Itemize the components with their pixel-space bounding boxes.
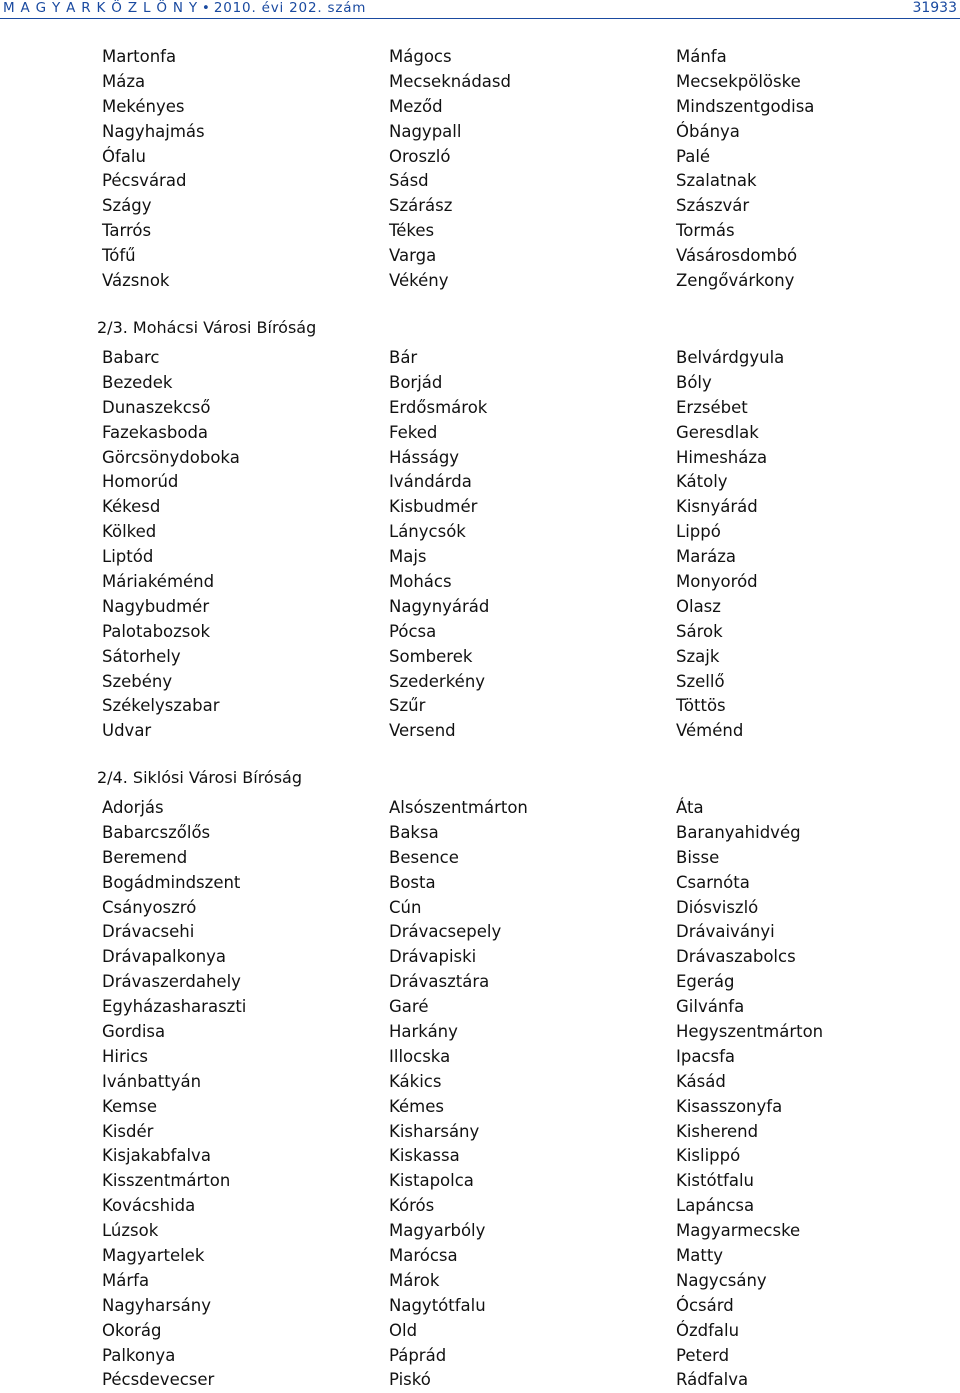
list-row <box>0 945 960 970</box>
list-row <box>0 920 960 945</box>
settlement-name: Kislippó <box>676 1146 741 1166</box>
settlement-name: Drávacsehi <box>102 922 195 942</box>
list-row <box>0 595 960 620</box>
settlement-name: Babarcszőlős <box>102 822 211 842</box>
list-row <box>0 1095 960 1120</box>
settlement-name: Fazekasboda <box>102 422 209 442</box>
header-divider <box>0 18 960 19</box>
settlement-name: Kisherend <box>676 1121 759 1141</box>
list-row <box>0 1144 960 1169</box>
settlement-name: Mecsekpölöske <box>676 71 801 91</box>
settlement-name: Kákics <box>389 1071 442 1091</box>
settlement-name: Nagybudmér <box>102 596 210 616</box>
settlement-name: Bogádmindszent <box>102 872 241 892</box>
settlement-name: Piskó <box>389 1370 431 1390</box>
settlement-name: Tormás <box>676 221 735 241</box>
settlement-name: Kisjakabfalva <box>102 1146 211 1166</box>
page-header <box>0 0 960 18</box>
settlement-name: Udvar <box>102 721 152 741</box>
settlement-name: Majs <box>389 547 427 567</box>
settlement-name: Kisbudmér <box>389 497 478 517</box>
settlement-name: Ipacsfa <box>676 1046 736 1066</box>
settlement-name: Kékesd <box>102 497 161 517</box>
settlement-name: Dunaszekcső <box>102 397 211 417</box>
settlement-name: Nagyharsány <box>102 1295 211 1315</box>
settlement-list <box>0 796 960 1393</box>
settlement-name: Kiskassa <box>389 1146 460 1166</box>
settlement-name: Mohács <box>389 572 452 592</box>
settlement-name: Palkonya <box>102 1345 176 1365</box>
settlement-name: Lippó <box>676 522 721 542</box>
settlement-name: Lapáncsa <box>676 1196 755 1216</box>
settlement-name: Ócsárd <box>676 1295 734 1315</box>
list-row <box>0 1319 960 1344</box>
settlement-name: Monyoród <box>676 572 758 592</box>
settlement-name: Szebény <box>102 671 173 691</box>
settlement-name: Bezedek <box>102 372 173 392</box>
list-row <box>0 570 960 595</box>
settlement-name: Vásárosdombó <box>676 246 798 266</box>
settlement-name: Máza <box>102 71 146 91</box>
list-row <box>0 95 960 120</box>
list-row <box>0 970 960 995</box>
settlement-name: Egerág <box>676 972 735 992</box>
settlement-name: Sátorhely <box>102 646 181 666</box>
settlement-name: Márfa <box>102 1270 150 1290</box>
settlement-name: Pócsa <box>389 621 437 641</box>
settlement-name: Szászvár <box>676 196 750 216</box>
list-row <box>0 1194 960 1219</box>
settlement-name: Illocska <box>389 1046 451 1066</box>
settlement-name: Garé <box>389 997 429 1017</box>
settlement-name: Kásád <box>676 1071 726 1091</box>
settlement-name: Lúzsok <box>102 1221 159 1241</box>
list-row <box>0 120 960 145</box>
list-row <box>0 1244 960 1269</box>
settlement-name: Szalatnak <box>676 171 757 191</box>
list-row <box>0 545 960 570</box>
settlement-name: Székelyszabar <box>102 696 220 716</box>
section-title: 2/4. Siklósi Városi Bíróság <box>97 768 303 787</box>
settlement-name: Pécsdevecser <box>102 1370 215 1390</box>
settlement-name: Bóly <box>676 372 712 392</box>
settlement-name: Magyarmecske <box>676 1221 801 1241</box>
list-row <box>0 694 960 719</box>
settlement-name: Bisse <box>676 847 720 867</box>
list-row <box>0 1294 960 1319</box>
settlement-name: Harkány <box>389 1022 458 1042</box>
list-row <box>0 670 960 695</box>
settlement-name: Csányoszró <box>102 897 197 917</box>
settlement-name: Alsószentmárton <box>389 798 528 817</box>
settlement-name: Olasz <box>676 596 721 616</box>
settlement-name: Kórós <box>389 1196 435 1216</box>
settlement-name: Vázsnok <box>102 271 170 291</box>
settlement-name: Baranyahidvég <box>676 822 801 842</box>
settlement-name: Gordisa <box>102 1022 166 1042</box>
list-row <box>0 346 960 371</box>
settlement-name: Drávaszabolcs <box>676 947 796 967</box>
list-row <box>0 194 960 219</box>
list-row <box>0 1020 960 1045</box>
settlement-name: Liptód <box>102 547 154 567</box>
settlement-name: Drávasztára <box>389 972 490 992</box>
settlement-name: Besence <box>389 847 459 867</box>
settlement-name: Hegyszentmárton <box>676 1022 824 1042</box>
list-row <box>0 1269 960 1294</box>
settlement-name: Szágy <box>102 196 152 216</box>
list-row <box>0 645 960 670</box>
list-row <box>0 520 960 545</box>
settlement-name: Erdősmárok <box>389 397 488 417</box>
list-row <box>0 446 960 471</box>
issue-label: 2010. évi 202. szám <box>213 0 367 16</box>
settlement-name: Zengővárkony <box>676 271 795 291</box>
settlement-name: Himesháza <box>676 447 768 467</box>
list-row <box>0 846 960 871</box>
settlement-name: Véménd <box>676 721 744 741</box>
settlement-name: Vékény <box>389 271 449 291</box>
settlement-name: Lánycsók <box>389 522 466 542</box>
list-row <box>0 45 960 70</box>
settlement-name: Kistótfalu <box>676 1171 754 1191</box>
settlement-name: Bár <box>389 348 418 367</box>
settlement-name: Nagytótfalu <box>389 1295 486 1315</box>
publication-title <box>3 0 366 16</box>
list-row <box>0 470 960 495</box>
list-row <box>0 995 960 1020</box>
list-row <box>0 269 960 294</box>
settlement-name: Mecseknádasd <box>389 71 511 91</box>
settlement-name: Nagynyárád <box>389 596 490 616</box>
settlement-name: Sásd <box>389 171 429 191</box>
settlement-name: Hásságy <box>389 447 460 467</box>
list-row <box>0 70 960 95</box>
settlement-name: Rádfalva <box>676 1370 749 1390</box>
settlement-name: Okorág <box>102 1320 162 1340</box>
settlement-list <box>0 45 960 294</box>
list-row <box>0 169 960 194</box>
settlement-name: Somberek <box>389 646 473 666</box>
settlement-name: Ófalu <box>102 146 146 166</box>
settlement-name: Mekényes <box>102 96 185 116</box>
settlement-name: Tarrós <box>102 221 152 241</box>
settlement-name: Oroszló <box>389 146 451 166</box>
settlement-name: Kistapolca <box>389 1171 474 1191</box>
settlement-name: Feked <box>389 422 438 442</box>
list-row <box>0 1070 960 1095</box>
list-row <box>0 371 960 396</box>
settlement-name: Belvárdgyula <box>676 348 785 367</box>
settlement-name: Görcsönydoboka <box>102 447 240 467</box>
list-row <box>0 1169 960 1194</box>
settlement-name: Kölked <box>102 522 157 542</box>
settlement-name: Áta <box>676 798 704 817</box>
settlement-name: Kisharsány <box>389 1121 480 1141</box>
settlement-name: Drávaiványi <box>676 922 775 942</box>
settlement-name: Szederkény <box>389 671 486 691</box>
settlement-name: Bosta <box>389 872 436 892</box>
settlement-name: Sárok <box>676 621 723 641</box>
list-row <box>0 244 960 269</box>
settlement-name: Kovácshida <box>102 1196 196 1216</box>
settlement-name: Kémes <box>389 1096 444 1116</box>
settlement-name: Babarc <box>102 348 160 367</box>
settlement-name: Ivándárda <box>389 472 472 492</box>
settlement-name: Egyházasharaszti <box>102 997 247 1017</box>
page-number: 31933 <box>912 0 957 16</box>
settlement-name: Old <box>389 1320 418 1340</box>
list-row <box>0 1045 960 1070</box>
settlement-name: Cún <box>389 897 422 917</box>
settlement-name: Varga <box>389 246 437 266</box>
list-row <box>0 1120 960 1145</box>
settlement-name: Homorúd <box>102 472 179 492</box>
settlement-name: Tékes <box>389 221 435 241</box>
settlement-name: Geresdlak <box>676 422 759 442</box>
list-row <box>0 719 960 744</box>
settlement-name: Marócsa <box>389 1246 458 1266</box>
settlement-name: Martonfa <box>102 47 177 66</box>
settlement-name: Adorjás <box>102 798 164 817</box>
settlement-name: Palé <box>676 146 711 166</box>
settlement-name: Versend <box>389 721 456 741</box>
settlement-name: Óbánya <box>676 121 740 141</box>
settlement-name: Matty <box>676 1246 724 1266</box>
settlement-name: Szellő <box>676 671 725 691</box>
settlement-name: Kisasszonyfa <box>676 1096 783 1116</box>
settlement-name: Erzsébet <box>676 397 748 417</box>
settlement-name: Borjád <box>389 372 443 392</box>
section-title: 2/3. Mohácsi Városi Bíróság <box>97 318 317 337</box>
settlement-name: Mindszentgodisa <box>676 96 815 116</box>
settlement-name: Ivánbattyán <box>102 1071 202 1091</box>
settlement-name: Kátoly <box>676 472 728 492</box>
settlement-name: Mágocs <box>389 47 452 66</box>
settlement-name: Nagyhajmás <box>102 121 205 141</box>
settlement-name: Gilvánfa <box>676 997 745 1017</box>
settlement-name: Szajk <box>676 646 720 666</box>
settlement-name: Kemse <box>102 1096 157 1116</box>
settlement-name: Drávaszerdahely <box>102 972 241 992</box>
settlement-name: Nagycsány <box>676 1270 767 1290</box>
settlement-name: Hirics <box>102 1046 149 1066</box>
list-row <box>0 796 960 821</box>
settlement-name: Kisszentmárton <box>102 1171 231 1191</box>
settlement-name: Csarnóta <box>676 872 750 892</box>
publication-name: M A G Y A R K Ö Z L Ö N Y <box>3 0 198 16</box>
list-row <box>0 1344 960 1369</box>
settlement-name: Peterd <box>676 1345 730 1365</box>
list-row <box>0 421 960 446</box>
settlement-name: Beremend <box>102 847 188 867</box>
settlement-name: Drávapalkonya <box>102 947 227 967</box>
settlement-name: Diósviszló <box>676 897 759 917</box>
settlement-name: Pécsvárad <box>102 171 187 191</box>
list-row <box>0 1368 960 1393</box>
list-row <box>0 145 960 170</box>
settlement-name: Palotabozsok <box>102 621 211 641</box>
settlement-name: Töttös <box>676 696 726 716</box>
settlement-name: Kisdér <box>102 1121 154 1141</box>
settlement-name: Drávapiski <box>389 947 477 967</box>
settlement-name: Márok <box>389 1270 440 1290</box>
settlement-name: Baksa <box>389 822 439 842</box>
settlement-list <box>0 346 960 744</box>
list-row <box>0 821 960 846</box>
settlement-name: Szárász <box>389 196 453 216</box>
settlement-name: Szűr <box>389 696 426 716</box>
settlement-name: Drávacsepely <box>389 922 502 942</box>
settlement-name: Nagypall <box>389 121 462 141</box>
list-row <box>0 871 960 896</box>
list-row <box>0 620 960 645</box>
settlement-name: Máriakéménd <box>102 572 215 592</box>
settlement-name: Magyarbóly <box>389 1221 486 1241</box>
settlement-name: Tófű <box>102 246 136 266</box>
settlement-name: Kisnyárád <box>676 497 758 517</box>
list-row <box>0 396 960 421</box>
settlement-name: Meződ <box>389 96 443 116</box>
list-row <box>0 1219 960 1244</box>
settlement-name: Mánfa <box>676 47 727 66</box>
settlement-name: Ózdfalu <box>676 1320 740 1340</box>
list-row <box>0 219 960 244</box>
list-row <box>0 495 960 520</box>
settlement-name: Maráza <box>676 547 737 567</box>
settlement-name: Magyartelek <box>102 1246 205 1266</box>
list-row <box>0 896 960 921</box>
bullet-separator: • <box>201 0 210 16</box>
settlement-name: Páprád <box>389 1345 447 1365</box>
